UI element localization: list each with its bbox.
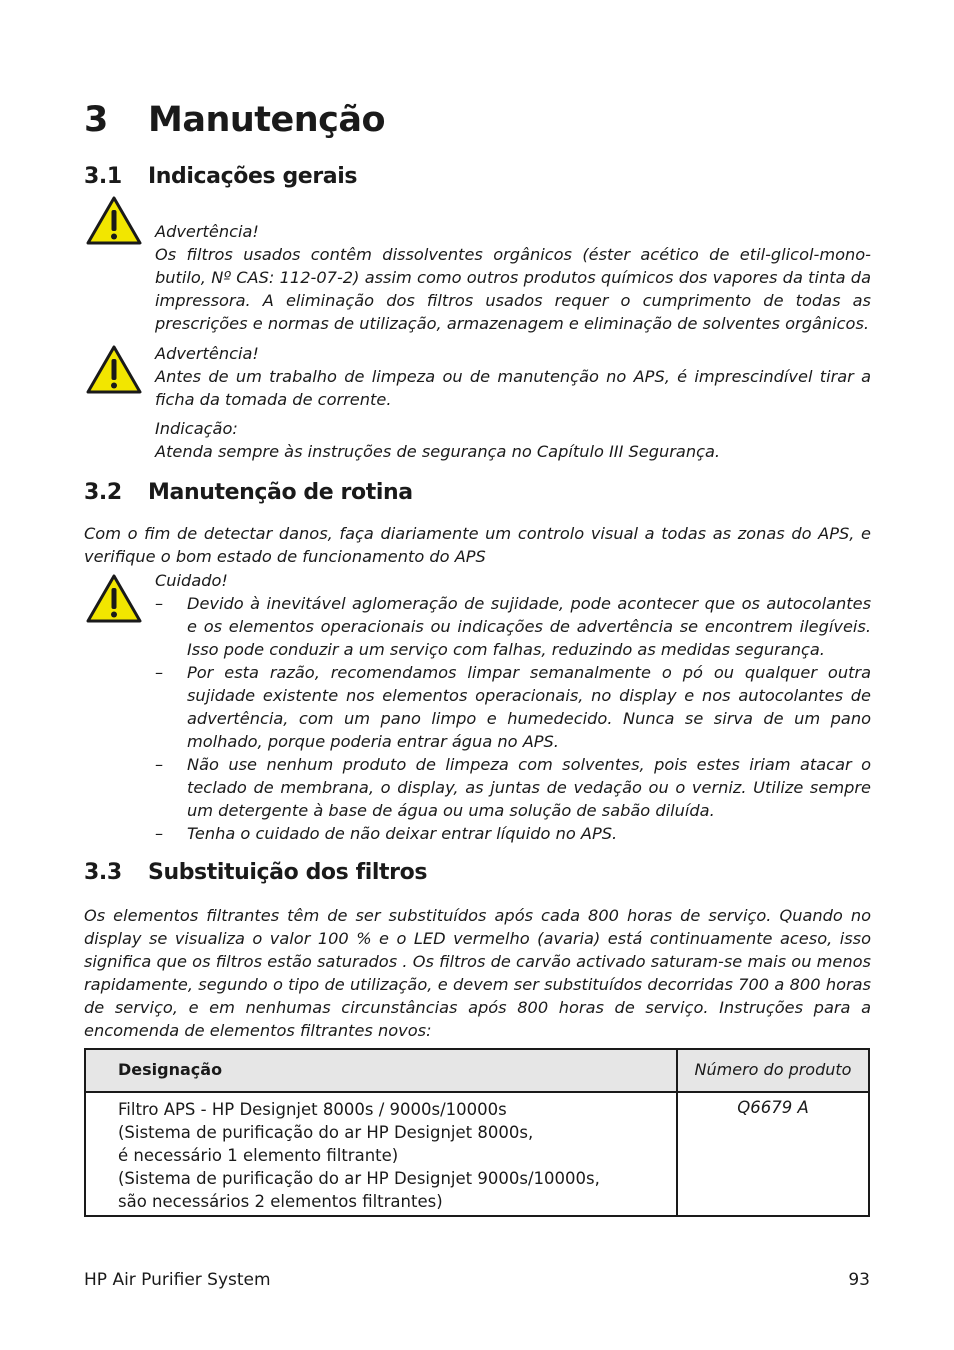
footer-title: HP Air Purifier System <box>84 1270 271 1290</box>
list-item-text: Não use nenhum produto de limpeza com solventes, pois estes iriam atacar o teclado de membrana, o display, as juntas de vedação ou o verniz. Utilize sempre um detergente à base de água ou uma solução de sabão diluída. <box>187 755 871 820</box>
warning-label: Advertência! <box>155 222 259 241</box>
section-number: 3.1 <box>84 164 122 189</box>
warning-label: Advertência! <box>155 344 259 363</box>
list-item-text: Tenha o cuidado de não deixar entrar líquido no APS. <box>187 824 618 843</box>
table-header-product-number: Número do produto <box>677 1049 869 1092</box>
section-title: Indicações gerais <box>148 164 358 189</box>
section-number: 3.3 <box>84 860 122 885</box>
section-title: Manutenção de rotina <box>148 480 413 505</box>
caution-label: Cuidado! <box>155 571 228 590</box>
table-row <box>85 1092 869 1216</box>
chapter-title <box>84 100 385 140</box>
chapter-title-text: Manutenção <box>148 100 386 140</box>
warning-triangle-icon <box>85 344 143 396</box>
note-text: Atenda sempre às instruções de segurança no Capítulo III Segurança. <box>155 442 721 461</box>
table-header-designation: Designação <box>85 1049 677 1092</box>
section-heading-3-1 <box>84 164 357 189</box>
list-item: – Não use nenhum produto de limpeza com solventes, pois estes iriam atacar o teclado de membrana, o display, as juntas de vedação ou o verniz. Utilize sempre um detergente à base de água ou uma solução de sabão diluída. <box>155 755 871 820</box>
warning-text: Antes de um trabalho de limpeza ou de manutenção no APS, é imprescindível tirar a ficha da tomada de corrente. <box>155 367 871 409</box>
designation-line: (Sistema de purificação do ar HP Designjet 8000s, <box>118 1123 534 1142</box>
section-number: 3.2 <box>84 480 122 505</box>
warning-triangle-icon <box>85 195 143 247</box>
designation-line: Filtro APS - HP Designjet 8000s / 9000s/10000s <box>118 1100 507 1119</box>
section-heading-3-2 <box>84 480 413 505</box>
designation-line: (Sistema de purificação do ar HP Designjet 9000s/10000s, <box>118 1169 600 1188</box>
note-label: Indicação: <box>155 419 238 438</box>
caution-block <box>155 569 871 845</box>
table-cell-product-number: Q6679 A <box>677 1092 869 1216</box>
list-item: – Por esta razão, recomendamos limpar semanalmente o pó ou qualquer outra sujidade existente nos elementos operacionais, no display e nos autocolantes de advertência, com um pano limpo e humedecido. Nunca se sirva de um pano molhado, porque poderia entrar água no APS. <box>155 663 871 751</box>
table-header-row <box>85 1049 869 1092</box>
warning-triangle-icon <box>85 573 143 625</box>
list-item-text: Por esta razão, recomendamos limpar semanalmente o pó ou qualquer outra sujidade existente nos elementos operacionais, no display e nos autocolantes de advertência, com um pano limpo e humedecido. Nunca se sirva de um pano molhado, porque poderia entrar água no APS. <box>187 663 871 751</box>
warning-block-1 <box>155 220 871 335</box>
page-number: 93 <box>848 1270 870 1290</box>
warning-block-2 <box>155 342 871 411</box>
list-item-text: Devido à inevitável aglomeração de sujidade, pode acontecer que os autocolantes e os elementos operacionais ou indicações de advertência se encontrem ilegíveis. Isso pode conduzir a um serviço com falhas, reduzindo as medidas segurança. <box>187 594 871 659</box>
product-table <box>84 1048 870 1217</box>
section-title: Substituição dos filtros <box>148 860 428 885</box>
designation-line: são necessários 2 elementos filtrantes) <box>118 1192 443 1211</box>
note-block <box>155 417 871 463</box>
list-item: – Devido à inevitável aglomeração de sujidade, pode acontecer que os autocolantes e os elementos operacionais ou indicações de advertência se encontrem ilegíveis. Isso pode conduzir a um serviço com falhas, reduzindo as medidas segurança. <box>155 594 871 659</box>
maintenance-intro: Com o fim de detectar danos, faça diariamente um controlo visual a todas as zonas do APS, e verifique o bom estado de funcionamento do APS <box>84 524 871 566</box>
table-cell-designation <box>85 1092 677 1216</box>
list-item: – Tenha o cuidado de não deixar entrar líquido no APS. <box>155 822 871 845</box>
chapter-number: 3 <box>84 100 108 140</box>
section-heading-3-3 <box>84 860 427 885</box>
filter-intro: Os elementos filtrantes têm de ser substituídos após cada 800 horas de serviço. Quando no display se visualiza o valor 100 % e o LED vermelho (avaria) está continuamente aceso, isso significa que os filtros estão saturados . Os filtros de carvão activado saturam-se mais ou menos rapidamente, segundo o tipo de utilização, e devem ser substituídos decorridas 700 a 800 horas de serviço, e em nenhumas circunstâncias após 800 horas de serviço. Instruções para a encomenda de elementos filtrantes novos: <box>84 906 871 1040</box>
designation-line: é necessário 1 elemento filtrante) <box>118 1146 399 1165</box>
warning-text: Os filtros usados contêm dissolventes orgânicos (éster acético de etil-glicol-mono-butilo, Nº CAS: 112-07-2) assim como outros produtos químicos dos vapores da tinta da impressora. A eliminação dos filtros usados requer o cumprimento de todas as prescrições e normas de utilização, armazenagem e eliminação de solventes orgânicos. <box>155 245 871 333</box>
